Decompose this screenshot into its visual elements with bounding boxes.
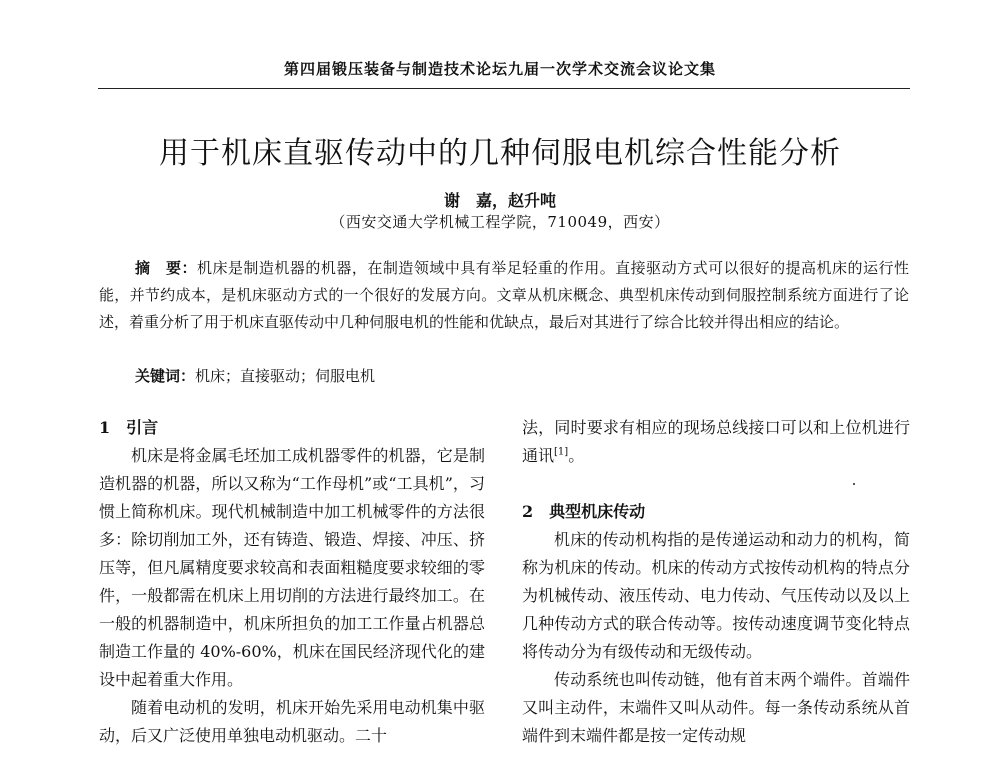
transmission-paragraph-2: 传动系统也叫传动链，他有首末两个端件。首端件又叫主动件，末端件又叫从动件。每一条传动系统从首端件到末端件都是按一定传动规 xyxy=(522,670,910,745)
running-header: 第四届锻压装备与制造技术论坛九届一次学术交流会议论文集 xyxy=(283,60,716,78)
continued-paragraph xyxy=(522,414,910,470)
section-2-heading: 2 典型机床传动 xyxy=(522,502,646,521)
abstract xyxy=(99,255,909,336)
abstract-text: 机床是制造机器的机器，在制造领域中具有举足轻重的作用。直接驱动方式可以很好的提高机床的运行性能，并节约成本，是机床驱动方式的一个很好的发展方向。文章从机床概念、典型机床传动到伺服控制系统方面进行了论述，着重分析了用于机床直驱传动中几种伺服电机的性能和优缺点，最后对其进行了综合比较并得出相应的结论。 xyxy=(99,259,909,331)
intro-paragraph-1: 机床是将金属毛坯加工成机器零件的机器，它是制造机器的机器，所以又称为“工作母机”或“工具机”，习惯上简称机床。现代机械制造中加工机械零件的方法很多：除切削加工外，还有铸造、锻造、焊接、冲压、挤压等，但凡属精度要求较高和表面粗糙度要求较细的零件，一般都需在机床上用切削的方法进行最终加工。在一般的机器制造中，机床所担负的加工工作量占机器总制造工作量的 40%-60%，机床在国民经济现代化的建设中起着重大作用。 xyxy=(99,446,485,689)
citation-ref: [1] xyxy=(554,446,569,458)
scan-speck xyxy=(853,483,855,485)
continued-text: 法，同时要求有相应的现场总线接口可以和上位机进行通讯 xyxy=(522,418,910,465)
keywords-text: 机床；直接驱动；伺服电机 xyxy=(195,367,376,385)
right-column xyxy=(522,414,910,750)
left-column xyxy=(99,414,485,750)
continued-text-end: 。 xyxy=(568,446,585,465)
paper-affiliation: （西安交通大学机械工程学院，710049，西安） xyxy=(330,213,670,231)
transmission-paragraph-1: 机床的传动机构指的是传递运动和动力的机构，简称为机床的传动。机床的传动方式按传动机构的特点分为机械传动、液压传动、电力传动、气压传动以及以上几种传动方式的联合传动等。按传动速度调节变化特点将传动分为有级传动和无级传动。 xyxy=(522,530,910,661)
intro-paragraph-2: 随着电动机的发明，机床开始先采用电动机集中驱动，后又广泛使用单独电动机驱动。二十 xyxy=(99,698,485,745)
keywords-label: 关键词： xyxy=(135,367,196,385)
section-1-heading: 1 引言 xyxy=(99,418,159,437)
keywords xyxy=(99,363,909,390)
paper-title: 用于机床直驱传动中的几种伺服电机综合性能分析 xyxy=(159,136,841,171)
abstract-label: 摘 要： xyxy=(135,259,197,277)
section-gap xyxy=(522,470,910,498)
header-rule xyxy=(98,88,910,89)
paper-authors: 谢 嘉，赵升吨 xyxy=(443,191,556,210)
